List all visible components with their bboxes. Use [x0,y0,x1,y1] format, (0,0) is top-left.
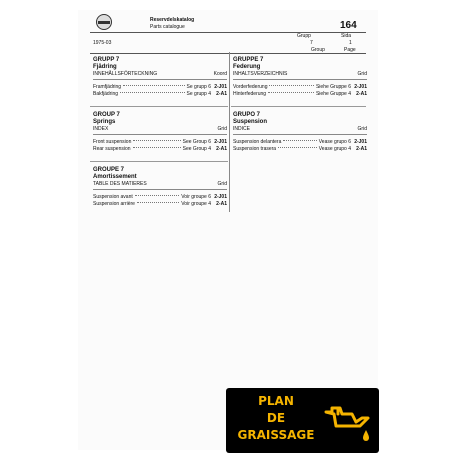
leader-dots [133,147,181,148]
section-heading: GROUP 7 [93,112,120,118]
section-subheading: Federung [233,64,261,70]
item-code: 2-A1 [216,201,227,207]
index-label: INDEX [93,126,109,132]
badge-text [232,393,320,444]
page-number: 164 [340,20,357,31]
list-item [93,139,227,146]
item-reference: Siehe Gruppe 6 [315,84,351,90]
leader-dots [123,85,184,86]
section-french [93,167,227,208]
sida-value: 1 [349,40,352,46]
catalogue-title: Reservdelskatalog [150,17,195,23]
leader-dots [283,140,316,141]
leader-dots [135,195,179,196]
volvo-logo-icon [96,14,112,30]
item-reference: See Group 6 [182,139,211,145]
section-heading: GROUPE 7 [93,167,125,173]
item-reference: Vease grupo 6 [318,139,351,145]
sida-label: Sida [341,33,352,39]
item-text: Hinterfederung [233,91,267,97]
item-code: 2-J01 [354,139,367,145]
section-heading: GRUPPE 7 [233,57,264,63]
grupp-value: 7 [310,40,313,46]
leader-dots [133,140,180,141]
item-text: Vorderfederung [233,84,268,90]
grupp-label: Grupp [297,33,311,39]
index-header [233,71,367,78]
item-text: Suspension trasera [233,146,277,152]
index-label: INHALTSVERZEICHNIS [233,71,288,77]
list-item [233,84,367,91]
index-rule [93,134,227,135]
column-label: Grid [217,181,227,187]
catalogue-subtitle: Parts catalogue [150,24,185,30]
plan-de-graissage-badge[interactable] [226,388,379,453]
index-header [93,71,227,78]
list-item [93,91,227,98]
item-code: 2-A1 [216,91,227,97]
section-german [233,57,367,98]
index-rule [233,79,367,80]
item-code: 2-J01 [214,139,227,145]
column-label: Grid [357,126,367,132]
column-label: Grid [217,126,227,132]
item-reference: Se grupp 6 [186,84,211,90]
item-code: 2-A1 [216,146,227,152]
item-code: 2-J01 [354,84,367,90]
item-code: 2-A1 [356,91,367,97]
item-code: 2-A1 [356,146,367,152]
list-item [233,139,367,146]
item-text: Framfjädring [93,84,122,90]
oil-can-icon [322,396,374,446]
item-text: Suspension arrière [93,201,135,207]
index-label: TABLE DES MATIERES [93,181,147,187]
column-divider [229,52,230,212]
leader-dots [137,202,179,203]
leader-dots [268,92,314,93]
item-reference: See Group 4 [182,146,211,152]
section-swedish [93,57,227,98]
section-english [93,112,227,153]
section-heading: GRUPP 7 [93,57,120,63]
index-header [233,126,367,133]
index-rule [93,189,227,190]
section-heading: GRUPO 7 [233,112,261,118]
item-code: 2-J01 [214,194,227,200]
index-header [93,181,227,188]
column-label: Koord [213,71,227,77]
item-text: Bakfjädring [93,91,119,97]
section-divider [90,106,228,107]
item-reference: Voir groupe 6 [181,194,211,200]
badge-line: PLAN [258,394,294,408]
section-subheading: Springs [93,119,116,125]
item-text: Rear suspension [93,146,131,152]
badge-line: GRAISSAGE [237,428,315,442]
item-reference: Voir groupe 4 [181,201,211,207]
column-label: Grid [357,71,367,77]
item-text: Suspension avant [93,194,133,200]
index-header [93,126,227,133]
index-label: INDICE [233,126,250,132]
index-rule [93,79,227,80]
list-item [233,146,367,153]
page-label: Page [344,47,356,53]
badge-line: DE [266,411,286,425]
section-divider [231,106,366,107]
header-rule-bottom [90,53,366,54]
list-item [93,146,227,153]
item-text: Suspension delantera [233,139,282,145]
leader-dots [278,147,317,148]
list-item [93,201,227,208]
item-reference: Se grupp 4 [186,91,211,97]
header-rule-top [90,32,366,33]
group-label: Group [311,47,325,53]
section-divider [90,161,228,162]
list-item [93,84,227,91]
list-item [93,194,227,201]
list-item [233,91,367,98]
item-reference: Vease grupo 4 [318,146,351,152]
index-label: INNEHÅLLSFÖRTECKNING [93,71,158,77]
item-reference: Siehe Gruppe 4 [315,91,351,97]
index-rule [233,134,367,135]
section-subheading: Fjädring [93,64,117,70]
date: 1975-03 [93,40,112,46]
section-subheading: Amortissement [93,174,137,180]
item-code: 2-J01 [214,84,227,90]
section-spanish [233,112,367,153]
item-text: Front suspension [93,139,132,145]
leader-dots [269,85,313,86]
leader-dots [120,92,185,93]
section-subheading: Suspension [233,119,268,125]
